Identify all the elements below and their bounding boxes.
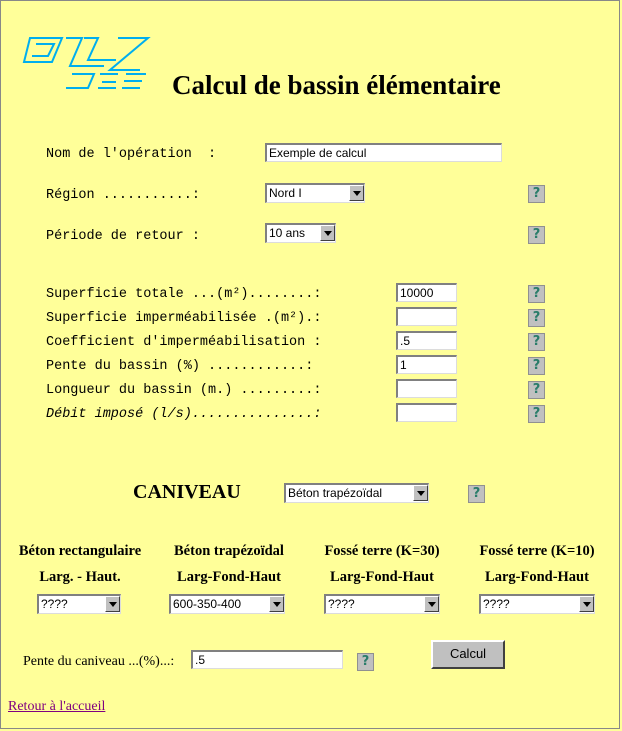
col-beton-rectangulaire-title: Béton rectangulaire bbox=[18, 543, 142, 559]
col-fosse-terre-30-title: Fossé terre (K=30) bbox=[324, 543, 440, 559]
region-select[interactable] bbox=[265, 183, 365, 203]
help-region-icon[interactable]: ? bbox=[528, 185, 545, 203]
debit-impose-label: Débit imposé (l/s)...............: bbox=[46, 407, 322, 422]
beton-rectangulaire-value: ???? bbox=[41, 597, 68, 611]
pente-caniveau-input[interactable]: .5 bbox=[191, 650, 343, 669]
chevron-down-icon[interactable] bbox=[424, 596, 439, 612]
region-label: Région ...........: bbox=[46, 188, 200, 203]
pente-bassin-input[interactable]: 1 bbox=[396, 355, 457, 374]
superficie-impermeabilisee-label: Superficie imperméabilisée .(m²).: bbox=[46, 311, 322, 326]
pente-bassin-label: Pente du bassin (%) ............: bbox=[46, 359, 314, 374]
fosse-terre-30-value: ???? bbox=[328, 597, 355, 611]
chevron-down-icon[interactable] bbox=[269, 596, 284, 612]
beton-rectangulaire-select[interactable] bbox=[37, 594, 121, 614]
region-value: Nord I bbox=[269, 186, 302, 200]
col-beton-trapezoidal-title: Béton trapézoïdal bbox=[174, 543, 284, 559]
help-superficie-impermeabilisee-icon[interactable]: ? bbox=[528, 309, 545, 327]
fosse-terre-10-select[interactable] bbox=[479, 594, 595, 614]
chevron-down-icon[interactable] bbox=[413, 485, 428, 501]
col-fosse-terre-10-subtitle: Larg-Fond-Haut bbox=[485, 569, 589, 585]
debit-impose-input[interactable] bbox=[396, 403, 457, 422]
help-caniveau-icon[interactable]: ? bbox=[468, 485, 485, 503]
periode-label: Période de retour : bbox=[46, 229, 200, 244]
periode-select[interactable] bbox=[265, 223, 336, 243]
chevron-down-icon[interactable] bbox=[320, 225, 335, 241]
longueur-bassin-label: Longueur du bassin (m.) .........: bbox=[46, 383, 322, 398]
page-title: Calcul de bassin élémentaire bbox=[172, 70, 501, 100]
help-coefficient-icon[interactable]: ? bbox=[528, 333, 545, 351]
fosse-terre-10-value: ???? bbox=[483, 597, 510, 611]
help-superficie-totale-icon[interactable]: ? bbox=[528, 285, 545, 303]
coefficient-label: Coefficient d'imperméabilisation : bbox=[46, 335, 322, 350]
pente-caniveau-label: Pente du caniveau ...(%)...: bbox=[23, 654, 175, 669]
help-pente-caniveau-icon[interactable]: ? bbox=[357, 653, 374, 671]
operation-name-input[interactable]: Exemple de calcul bbox=[265, 143, 502, 162]
caniveau-type-select[interactable] bbox=[284, 483, 429, 503]
operation-label: Nom de l'opération : bbox=[46, 147, 217, 162]
beton-trapezoidal-value: 600-350-400 bbox=[173, 597, 242, 611]
superficie-impermeabilisee-input[interactable] bbox=[396, 307, 457, 326]
chevron-down-icon[interactable] bbox=[349, 185, 364, 201]
beton-trapezoidal-select[interactable] bbox=[169, 594, 285, 614]
retour-accueil-link[interactable]: Retour à l'accueil bbox=[8, 699, 106, 714]
caniveau-type-value: Béton trapézoïdal bbox=[288, 486, 383, 500]
superficie-totale-label: Superficie totale ...(m²)........: bbox=[46, 287, 322, 302]
help-longueur-bassin-icon[interactable]: ? bbox=[528, 381, 545, 399]
calcul-button[interactable]: Calcul bbox=[431, 640, 505, 669]
fosse-terre-30-select[interactable] bbox=[324, 594, 440, 614]
chevron-down-icon[interactable] bbox=[579, 596, 594, 612]
superficie-totale-input[interactable]: 10000 bbox=[396, 283, 457, 302]
col-beton-trapezoidal-subtitle: Larg-Fond-Haut bbox=[177, 569, 281, 585]
help-periode-icon[interactable]: ? bbox=[528, 226, 545, 244]
periode-value: 10 ans bbox=[269, 226, 306, 240]
help-debit-impose-icon[interactable]: ? bbox=[528, 405, 545, 423]
caniveau-label: CANIVEAU bbox=[133, 481, 241, 503]
col-fosse-terre-30-subtitle: Larg-Fond-Haut bbox=[330, 569, 434, 585]
coefficient-input[interactable]: .5 bbox=[396, 331, 457, 350]
col-fosse-terre-10-title: Fossé terre (K=10) bbox=[479, 543, 595, 559]
chevron-down-icon[interactable] bbox=[105, 596, 120, 612]
logo-icon bbox=[22, 34, 154, 96]
longueur-bassin-input[interactable] bbox=[396, 379, 457, 398]
col-beton-rectangulaire-subtitle: Larg. - Haut. bbox=[39, 569, 121, 585]
help-pente-bassin-icon[interactable]: ? bbox=[528, 357, 545, 375]
